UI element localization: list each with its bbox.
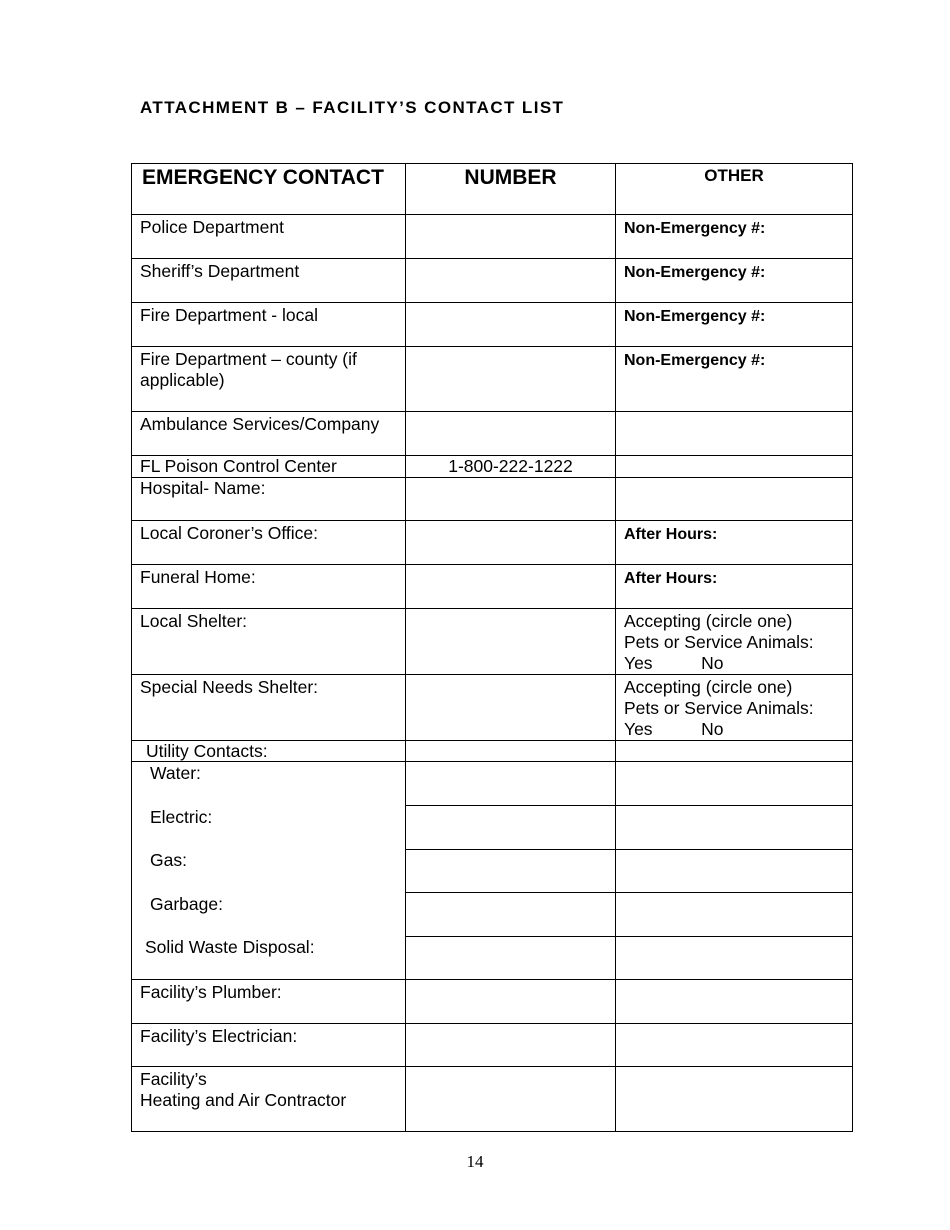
yes-no-choice[interactable]: Yes No <box>624 653 724 673</box>
number-field[interactable] <box>406 1024 616 1067</box>
contact-name: Facility’s Electrician: <box>132 1024 406 1067</box>
table-row <box>132 456 853 478</box>
utility-item-gas: Gas: <box>150 850 187 870</box>
utility-items-cell <box>132 762 406 980</box>
contact-name: Sheriff’s Department <box>132 259 406 303</box>
number-field[interactable] <box>406 303 616 347</box>
non-emergency-label: Non-Emergency #: <box>624 264 766 281</box>
contact-name: Police Department <box>132 215 406 259</box>
after-hours-label: After Hours: <box>624 570 718 587</box>
other-field[interactable] <box>616 850 853 893</box>
table-row <box>132 478 853 521</box>
contact-name: Fire Department – county (if applicable) <box>132 347 406 412</box>
number-field[interactable] <box>406 850 616 893</box>
table-row <box>132 215 853 259</box>
contact-name: Local Shelter: <box>132 609 406 675</box>
other-field[interactable] <box>616 215 853 259</box>
non-emergency-label: Non-Emergency #: <box>624 308 766 325</box>
other-field[interactable] <box>616 762 853 806</box>
table-row <box>132 259 853 303</box>
other-field[interactable] <box>616 806 853 850</box>
header-emergency-contact: EMERGENCY CONTACT <box>132 164 406 215</box>
utility-contacts-title: Utility Contacts: <box>132 741 406 762</box>
header-other: OTHER <box>616 164 853 215</box>
other-field[interactable] <box>616 1067 853 1132</box>
number-field[interactable] <box>406 762 616 806</box>
table-row <box>132 609 853 675</box>
table-header-row <box>132 164 853 215</box>
other-field[interactable] <box>616 565 853 609</box>
number-field[interactable] <box>406 565 616 609</box>
table-row <box>132 565 853 609</box>
other-field[interactable] <box>616 980 853 1024</box>
contact-name-line2: Heating and Air Contractor <box>140 1090 347 1110</box>
page-number: 14 <box>466 1152 484 1171</box>
contact-name: FL Poison Control Center <box>132 456 406 478</box>
contact-name: Fire Department - local <box>132 303 406 347</box>
table-row <box>132 347 853 412</box>
pets-note: Pets or Service Animals: <box>624 632 814 652</box>
number-field[interactable] <box>406 893 616 937</box>
number-field[interactable] <box>406 806 616 850</box>
other-field[interactable] <box>616 675 853 741</box>
contact-name <box>132 1067 406 1132</box>
utility-item-water: Water: <box>150 763 201 783</box>
number-field[interactable] <box>406 478 616 521</box>
header-number: NUMBER <box>406 164 616 215</box>
utility-item-electric: Electric: <box>150 807 213 827</box>
utility-item-garbage: Garbage: <box>150 894 223 914</box>
table-row <box>132 1067 853 1132</box>
accepting-note: Accepting (circle one) <box>624 611 793 631</box>
other-field[interactable] <box>616 412 853 456</box>
yes-no-choice[interactable]: Yes No <box>624 719 724 739</box>
other-field[interactable] <box>616 456 853 478</box>
table-row <box>132 412 853 456</box>
contact-name: Special Needs Shelter: <box>132 675 406 741</box>
other-field[interactable] <box>616 347 853 412</box>
number-field[interactable] <box>406 609 616 675</box>
non-emergency-label: Non-Emergency #: <box>624 352 766 369</box>
number-field[interactable] <box>406 675 616 741</box>
contact-name: Local Coroner’s Office: <box>132 521 406 565</box>
other-field[interactable] <box>616 478 853 521</box>
pets-note: Pets or Service Animals: <box>624 698 814 718</box>
contact-name: Funeral Home: <box>132 565 406 609</box>
contact-table <box>131 163 853 1132</box>
table-row <box>132 675 853 741</box>
other-field[interactable] <box>616 1024 853 1067</box>
number-field[interactable] <box>406 1067 616 1132</box>
number-field[interactable]: 1-800-222-1222 <box>406 456 616 478</box>
number-field[interactable] <box>406 521 616 565</box>
table-row <box>132 1024 853 1067</box>
other-field[interactable] <box>616 259 853 303</box>
contact-name: Hospital- Name: <box>132 478 406 521</box>
page-title: ATTACHMENT B – FACILITY’S CONTACT LIST <box>140 98 565 117</box>
number-field[interactable] <box>406 741 616 762</box>
number-field[interactable] <box>406 259 616 303</box>
contact-name: Ambulance Services/Company <box>132 412 406 456</box>
other-field[interactable] <box>616 521 853 565</box>
utility-item-solid-waste: Solid Waste Disposal: <box>145 937 315 957</box>
contact-name: Facility’s Plumber: <box>132 980 406 1024</box>
contact-name-line1: Facility’s <box>140 1069 207 1089</box>
table-row <box>132 980 853 1024</box>
after-hours-label: After Hours: <box>624 526 718 543</box>
other-field[interactable] <box>616 893 853 937</box>
non-emergency-label: Non-Emergency #: <box>624 220 766 237</box>
other-field[interactable] <box>616 303 853 347</box>
table-row <box>132 303 853 347</box>
number-field[interactable] <box>406 347 616 412</box>
number-field[interactable] <box>406 937 616 980</box>
utility-title-row <box>132 741 853 762</box>
accepting-note: Accepting (circle one) <box>624 677 793 697</box>
other-field[interactable] <box>616 741 853 762</box>
other-field[interactable] <box>616 937 853 980</box>
other-field[interactable] <box>616 609 853 675</box>
number-field[interactable] <box>406 412 616 456</box>
number-field[interactable] <box>406 980 616 1024</box>
table-row <box>132 521 853 565</box>
utility-row <box>132 762 853 806</box>
number-field[interactable] <box>406 215 616 259</box>
